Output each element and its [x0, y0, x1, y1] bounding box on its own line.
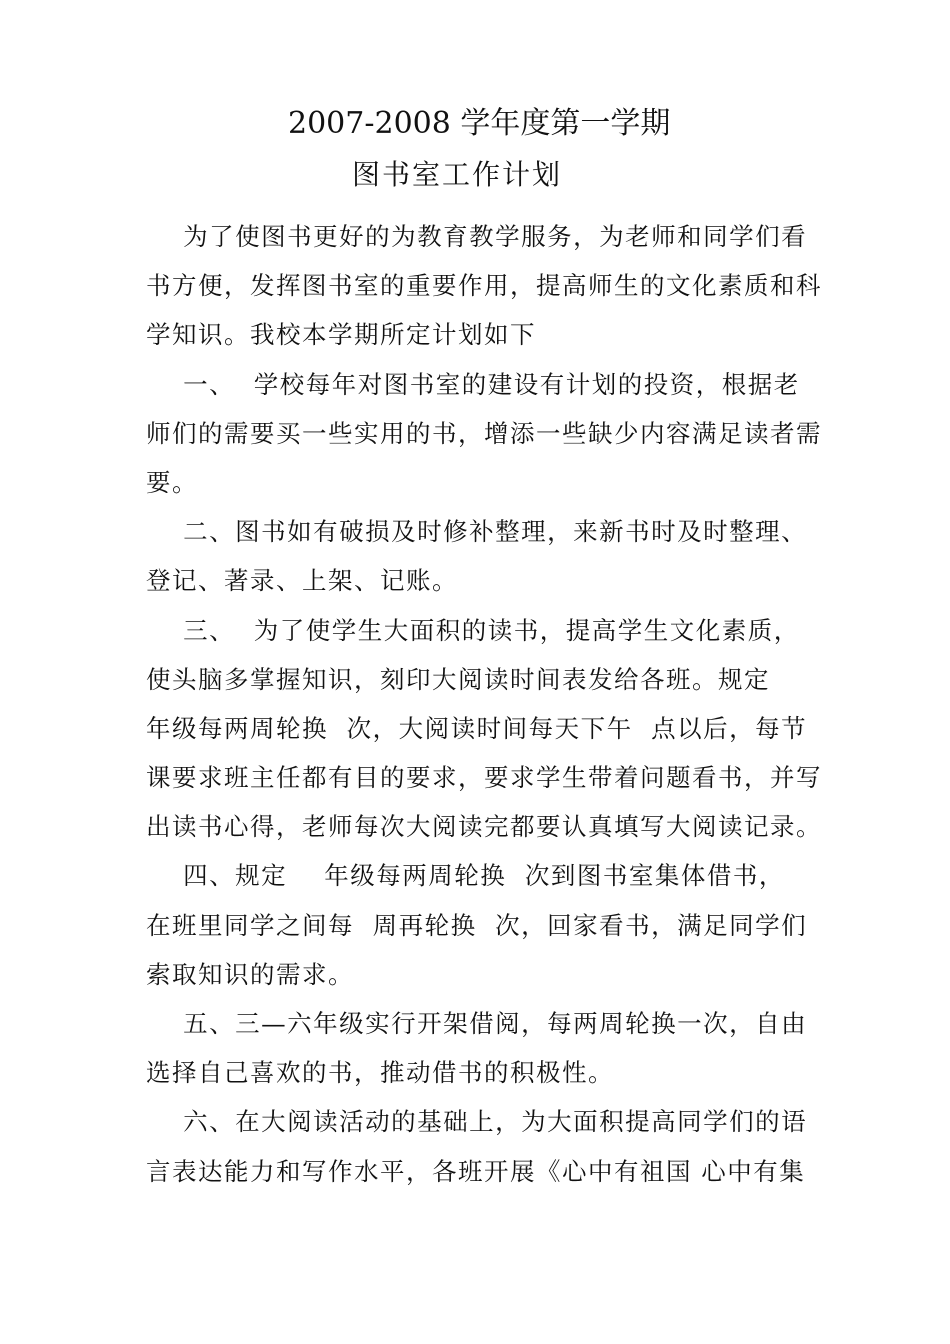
body-line: 出读书心得，老师每次大阅读完都要认真填写大阅读记录。: [146, 812, 822, 842]
body-line: 使头脑多掌握知识，刻印大阅读时间表发给各班。规定: [146, 664, 770, 694]
body-line: 六、在大阅读活动的基础上，为大面积提高同学们的语: [146, 1107, 808, 1137]
body-line: 为了使图书更好的为教育教学服务，为老师和同学们看: [146, 222, 808, 251]
body-line: 课要求班主任都有目的要求，要求学生带着问题看书，并写: [146, 763, 822, 793]
body-line: 一、 学校每年对图书室的建设有计划的投资，根据老: [146, 369, 800, 399]
body-line: 登记、著录、上架、记账。: [146, 566, 458, 596]
body-line: 五、三—六年级实行开架借阅，每两周轮换一次，自由: [146, 1009, 808, 1038]
body-line: 在班里同学之间每 周再轮换 次，回家看书，满足同学们: [146, 910, 808, 940]
body-line: 四、规定 年级每两周轮换 次到图书室集体借书，: [146, 861, 785, 891]
body-line: 要。: [146, 467, 198, 497]
document-subtitle: 图书室工作计划: [352, 158, 563, 191]
document-title: 2007-2008 学年度第一学期: [288, 106, 671, 141]
body-line: 选择自己喜欢的书，推动借书的积极性。: [146, 1058, 614, 1088]
body-line: 二、图书如有破损及时修补整理，来新书时及时整理、: [146, 517, 808, 547]
body-line: 年级每两周轮换 次，大阅读时间每天下午 点以后，每节: [146, 713, 808, 743]
body-line: 师们的需要买一些实用的书，增添一些缺少内容满足读者需: [146, 418, 822, 448]
body-line: 索取知识的需求。: [146, 959, 354, 989]
body-line: 三、 为了使学生大面积的读书，提高学生文化素质，: [146, 615, 800, 645]
body-line: 书方便，发挥图书室的重要作用，提高师生的文化素质和科: [146, 271, 822, 301]
body-line: 言表达能力和写作水平，各班开展《心中有祖国 心中有集: [146, 1156, 806, 1186]
body-line: 学知识。我校本学期所定计划如下: [146, 320, 536, 350]
document-body: [146, 212, 822, 1196]
